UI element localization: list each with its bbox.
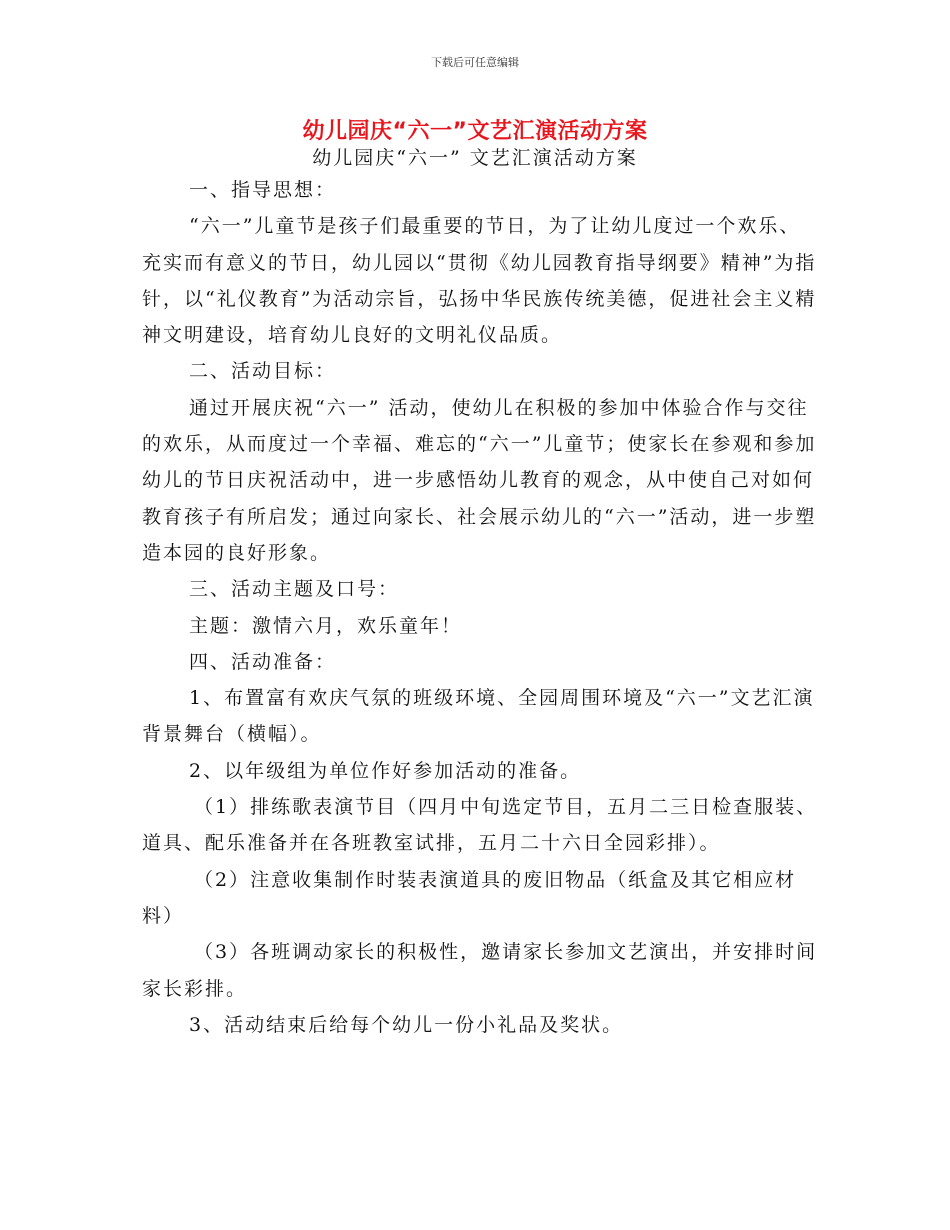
section-heading-theme-slogan: 三、活动主题及口号： — [189, 578, 400, 601]
document-body — [142, 172, 818, 1043]
paragraph-guiding-ideology: “六一”儿童节是孩子们最重要的节日，为了让幼儿度过一个欢乐、充实而有意义的节日，幼儿园以“贯彻《幼儿园教育指导纲要》精神”为指针，以“礼仪教育”为活动宗旨，弘扬中华民族传统美德，促进社会主义精神文明建设，培育幼儿良好的文明礼仪品质。 — [142, 215, 817, 347]
sub-item-preparation-1: （1）排练歌表演节目（四月中旬选定节目，五月二三日检查服装、道具、配乐准备并在各班教室试排，五月二十六日全园彩排）。 — [142, 796, 818, 855]
section-heading-guiding-ideology: 一、指导思想： — [189, 179, 337, 201]
section-heading-activity-goals: 二、活动目标： — [189, 360, 337, 383]
page-header-note: 下载后可任意编辑 — [431, 56, 519, 69]
paragraph-activity-goals: 通过开展庆祝“六一” 活动，使幼儿在积极的参加中体验合作与交往的欢乐，从而度过一个幸福、难忘的“六一”儿童节；使家长在参观和参加幼儿的节日庆祝活动中，进一步感悟幼儿教育的观念，从中使自己对如何教育孩子有所启发；通过向家长、社会展示幼儿的“六一”活动，进一步塑造本园的良好形象。 — [142, 396, 817, 564]
paragraph-theme: 主题：激情六月，欢乐童年！ — [189, 614, 463, 637]
document-title: 幼儿园庆“六一”文艺汇演活动方案 — [302, 119, 648, 144]
list-item-preparation-1: 1、布置富有欢庆气氛的班级环境、全园周围环境及“六一”文艺汇演背景舞台（横幅）。 — [142, 687, 815, 746]
list-item-preparation-3: 3、活动结束后给每个幼儿一份小礼品及奖状。 — [189, 1013, 624, 1036]
document-subtitle: 幼儿园庆“六一” 文艺汇演活动方案 — [312, 147, 638, 169]
sub-item-preparation-3: （3）各班调动家长的积极性，邀请家长参加文艺演出，并安排时间家长彩排。 — [142, 941, 818, 1000]
section-heading-preparation: 四、活动准备： — [189, 650, 337, 673]
sub-item-preparation-2: （2）注意收集制作时装表演道具的废旧物品（纸盒及其它相应材料） — [142, 868, 797, 927]
list-item-preparation-2: 2、以年级组为单位作好参加活动的准备。 — [189, 759, 582, 782]
